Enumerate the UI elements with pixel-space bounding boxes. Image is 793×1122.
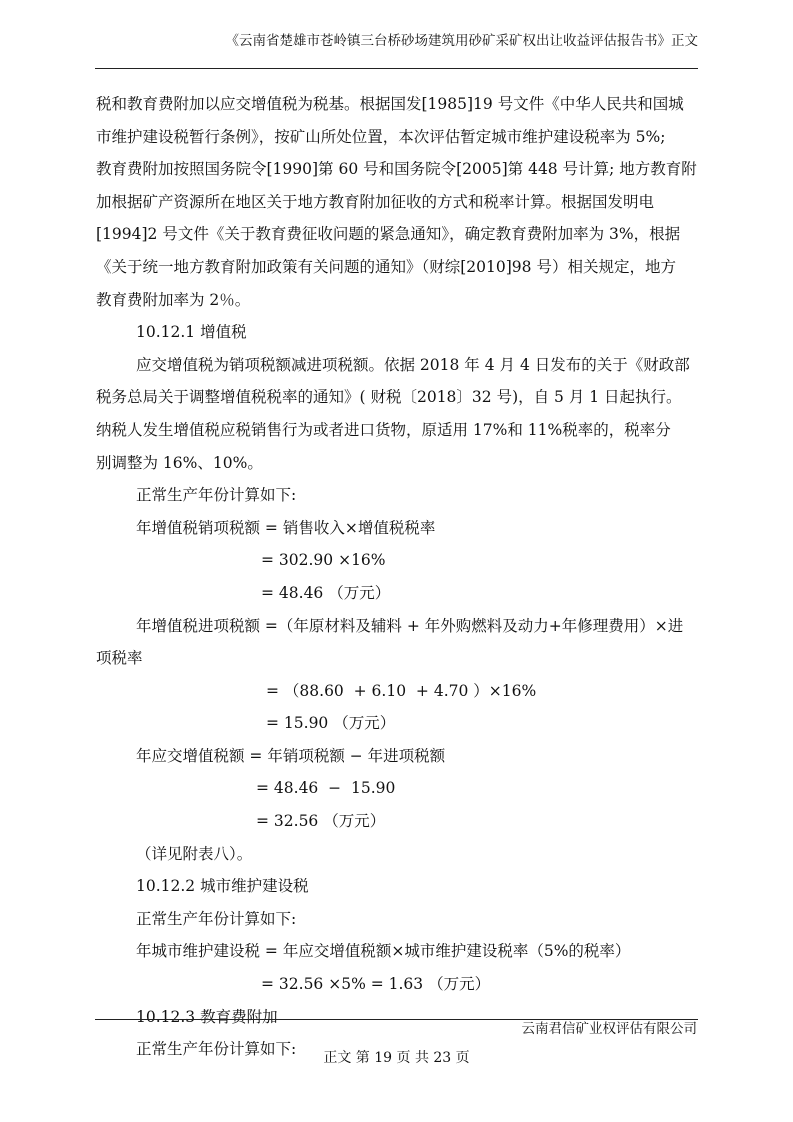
paragraph-line: （详见附表八）。 xyxy=(136,844,253,863)
section-heading: 10.12.2 城市维护建设税 xyxy=(136,877,309,896)
header-title: 《云南省楚雄市苍岭镇三台桥砂场建筑用砂矿采矿权出让收益评估报告书》正文 xyxy=(225,33,698,49)
footer-company: 云南君信矿业权评估有限公司 xyxy=(521,1021,697,1037)
page-number: 正文 第 19 页 共 23 页 xyxy=(323,1050,470,1066)
paragraph-line: 市维护建设税暂行条例》，按矿山所处位置，本次评估暂定城市维护建设税率为 5%; xyxy=(96,127,666,146)
paragraph-line: 正常生产年份计算如下: xyxy=(136,909,297,928)
formula-line: = 32.56 ×5% = 1.63 （万元） xyxy=(261,975,491,994)
paragraph-line: 纳税人发生增值税应税销售行为或者进口货物，原适用 17%和 11%税率的，税率分 xyxy=(96,420,671,439)
formula-line: 年增值税销项税额 = 销售收入×增值税税率 xyxy=(136,518,436,537)
paragraph-line: 教育费附加率为 2％。 xyxy=(96,290,251,309)
page-header xyxy=(95,30,698,69)
paragraph-line: 税务总局关于调整增值税税率的通知》( 财税〔2018〕32 号)，自 5 月 1 日起执行。 xyxy=(96,388,682,407)
formula-line: = 48.46 − 15.90 xyxy=(256,779,396,798)
section-heading: 10.12.3 教育费附加 xyxy=(136,1007,278,1026)
formula-line: = 302.90 ×16% xyxy=(261,551,386,570)
paragraph-line: 《关于统一地方教育附加政策有关问题的通知》（财综[2010]98 号）相关规定，地方 xyxy=(96,257,676,276)
paragraph-line: [1994]2 号文件《关于教育费征收问题的紧急通知》，确定教育费附加率为 3%，根据 xyxy=(96,225,681,244)
paragraph-line: 教育费附加按照国务院令[1990]第 60 号和国务院令[2005]第 448 号计算; 地方教育附 xyxy=(96,160,697,179)
paragraph-line: 加根据矿产资源所在地区关于地方教育附加征收的方式和税率计算。根据国发明电 xyxy=(96,192,655,211)
paragraph-line: 正常生产年份计算如下: xyxy=(136,486,297,505)
formula-line: 年增值税进项税额 =（年原材料及辅料 + 年外购燃料及动力+年修理费用）×进 xyxy=(136,616,684,635)
body-text xyxy=(96,88,698,1066)
paragraph-line: 别调整为 16%、10%。 xyxy=(96,453,263,472)
formula-line: = 32.56 （万元） xyxy=(256,812,386,831)
formula-line: 项税率 xyxy=(96,649,143,668)
formula-line: = 48.46 （万元） xyxy=(261,583,391,602)
paragraph-line: 正常生产年份计算如下: xyxy=(136,1040,297,1059)
formula-line: 年应交增值税额 = 年销项税额 − 年进项税额 xyxy=(136,746,446,765)
paragraph-line: 税和教育费附加以应交增值税为税基。根据国发[1985]19 号文件《中华人民共和国城 xyxy=(96,95,684,113)
paragraph-line: 应交增值税为销项税额减进项税额。依据 2018 年 4 月 4 日发布的关于《财政部 xyxy=(136,355,690,374)
formula-line: = 15.90 （万元） xyxy=(266,714,396,733)
formula-line: = （88.60 + 6.10 + 4.70 ）×16% xyxy=(266,681,537,700)
section-heading: 10.12.1 增值税 xyxy=(136,323,247,342)
formula-line: 年城市维护建设税 = 年应交增值税额×城市维护建设税率（5%的税率） xyxy=(136,942,631,961)
